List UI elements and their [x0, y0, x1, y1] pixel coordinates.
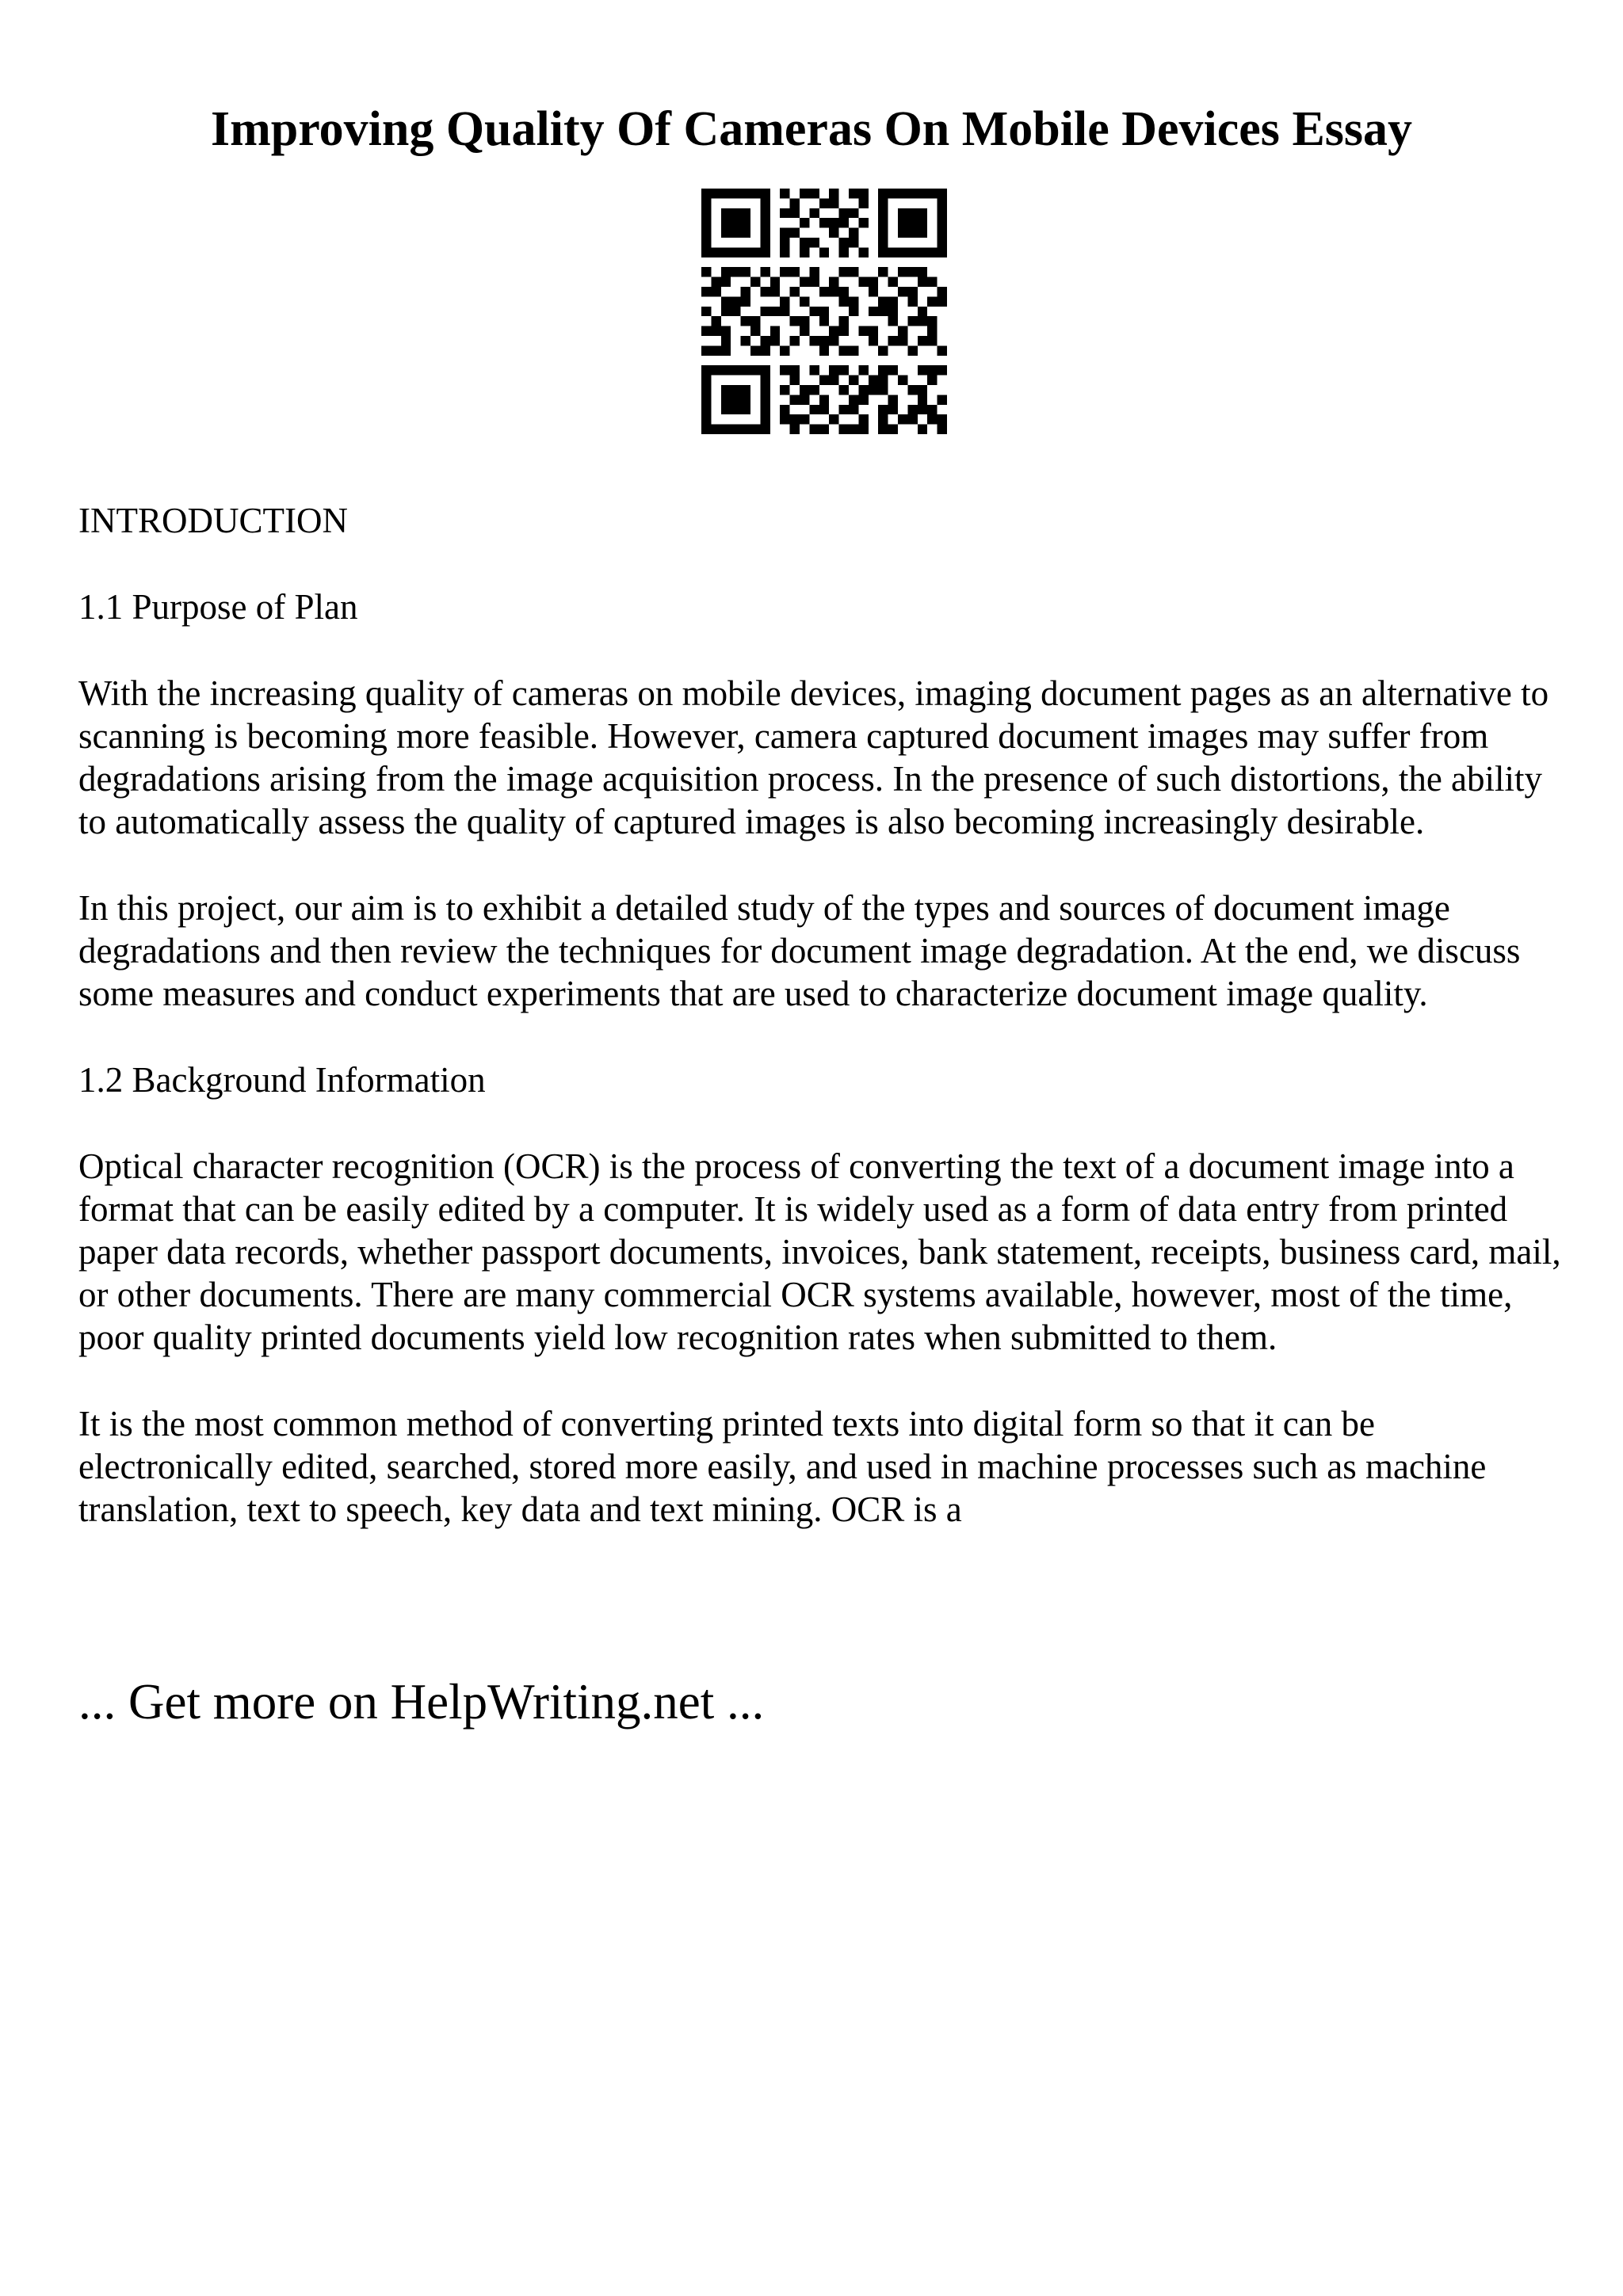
get-more-link[interactable]: ... Get more on HelpWriting.net ... — [78, 1674, 765, 1730]
spacer — [78, 1359, 1568, 1402]
background-paragraph-2: It is the most common method of converting printed texts into digital form so that it can be electronically edited, searched, stored more easily, and used in machine processes such as machine translation, text to speech, key data and text mining. OCR is a — [78, 1404, 1487, 1529]
document-body — [78, 499, 1568, 1531]
spacer — [78, 1101, 1568, 1145]
section-heading-purpose: 1.1 Purpose of Plan — [78, 587, 358, 627]
section-heading-background: 1.2 Background Information — [78, 1060, 486, 1100]
document-title: Improving Quality Of Cameras On Mobile Devices Essay — [210, 102, 1413, 156]
qr-code-icon — [701, 189, 947, 434]
spacer — [78, 1015, 1568, 1058]
section-heading-introduction: INTRODUCTION — [78, 501, 348, 540]
spacer — [78, 843, 1568, 887]
purpose-paragraph-1: With the increasing quality of cameras on mobile devices, imaging document pages as an alternative to scanning is becoming more feasible. However, camera captured document images may suffer from degradations arising from the image acquisition process. In the presence of such distortions, the ability to automatically assess the quality of captured images is also becoming increasingly desirable. — [78, 673, 1549, 841]
spacer — [78, 628, 1568, 672]
spacer — [78, 542, 1568, 585]
background-paragraph-1: Optical character recognition (OCR) is the process of converting the text of a document image into a format that can be easily edited by a computer. It is widely used as a form of data entry from printed paper data records, whether passport documents, invoices, bank statement, receipts, business card, mail, or other documents. There are many commercial OCR systems available, however, most of the time, poor quality printed documents yield low recognition rates when submitted to them. — [78, 1146, 1561, 1357]
purpose-paragraph-2: In this project, our aim is to exhibit a detailed study of the types and sources of document image degradations and then review the techniques for document image degradation. At the end, we discuss some measures and conduct experiments that are used to characterize document image quality. — [78, 888, 1521, 1013]
